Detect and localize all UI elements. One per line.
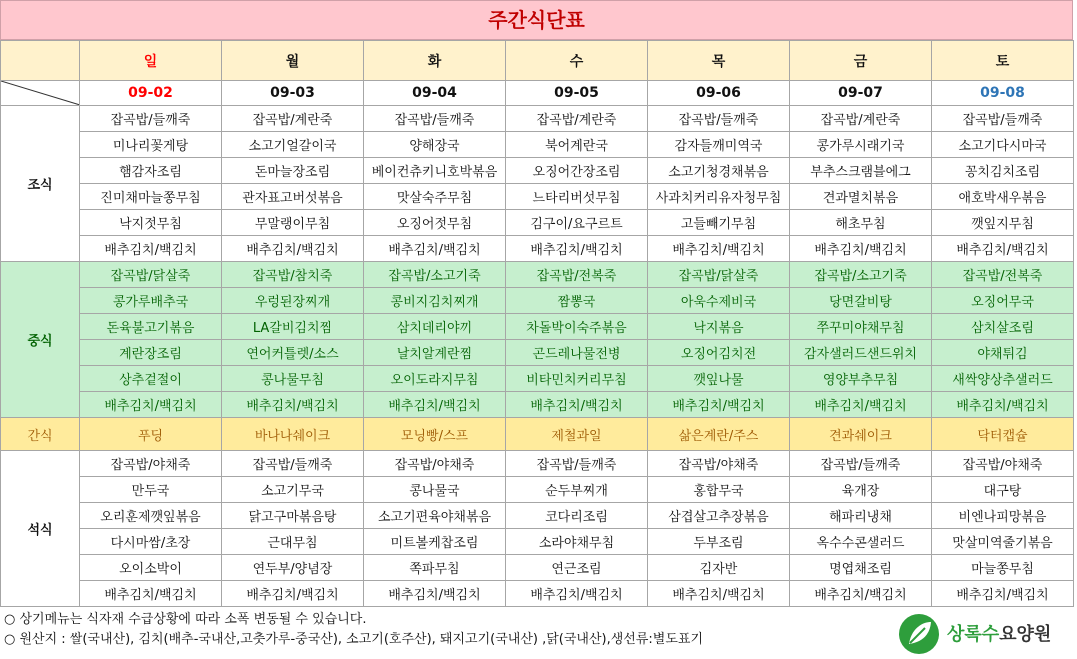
menu-item: 차돌박이숙주볶음: [506, 314, 648, 340]
menu-item: 꽁치김치조림: [932, 158, 1074, 184]
menu-item: 잡곡밥/계란죽: [790, 106, 932, 132]
dinner-row: [1, 555, 1074, 581]
menu-item: 배추김치/백김치: [506, 392, 648, 418]
dinner-row: [1, 451, 1074, 477]
menu-item: 김자반: [648, 555, 790, 581]
day-header: 토: [932, 41, 1074, 81]
menu-item: 해초무침: [790, 210, 932, 236]
menu-item: 연두부/양념장: [222, 555, 364, 581]
menu-item: 잡곡밥/들깨죽: [506, 451, 648, 477]
menu-item: 배추김치/백김치: [364, 392, 506, 418]
date-cell: 09-02: [80, 81, 222, 106]
menu-item: 낙지볶음: [648, 314, 790, 340]
facility-name-dark: 요양원: [999, 624, 1052, 645]
menu-item: 배추김치/백김치: [790, 236, 932, 262]
menu-item: 깻잎나물: [648, 366, 790, 392]
menu-item: 모닝빵/스프: [364, 418, 506, 451]
menu-item: 날치알계란찜: [364, 340, 506, 366]
facility-name: [947, 620, 1051, 646]
menu-item: 고들빼기무침: [648, 210, 790, 236]
menu-item: 오징어김치전: [648, 340, 790, 366]
menu-item: 배추김치/백김치: [506, 236, 648, 262]
menu-item: 당면갈비탕: [790, 288, 932, 314]
breakfast-label: 조식: [1, 106, 80, 262]
menu-item: 오징어무국: [932, 288, 1074, 314]
menu-item: 쭈꾸미야채무침: [790, 314, 932, 340]
date-cell: 09-07: [790, 81, 932, 106]
menu-item: 비엔나피망볶음: [932, 503, 1074, 529]
menu-item: 야채튀김: [932, 340, 1074, 366]
menu-item: 미나리꽃게탕: [80, 132, 222, 158]
menu-item: 콩비지김치찌개: [364, 288, 506, 314]
menu-item: 새싹양상추샐러드: [932, 366, 1074, 392]
menu-item: 잡곡밥/전복죽: [506, 262, 648, 288]
menu-item: 베이컨츄키니호박볶음: [364, 158, 506, 184]
menu-item: 햄감자조림: [80, 158, 222, 184]
corner-cell: [1, 41, 80, 81]
menu-item: 삼치살조림: [932, 314, 1074, 340]
menu-item: 양해장국: [364, 132, 506, 158]
menu-item: 잡곡밥/들깨죽: [80, 106, 222, 132]
breakfast-row: [1, 210, 1074, 236]
menu-item: 배추김치/백김치: [222, 392, 364, 418]
menu-item: 사과치커리유자청무침: [648, 184, 790, 210]
menu-item: 배추김치/백김치: [790, 392, 932, 418]
menu-item: 해파리냉채: [790, 503, 932, 529]
menu-item: 잡곡밥/전복죽: [932, 262, 1074, 288]
menu-item: 비타민치커리무침: [506, 366, 648, 392]
menu-item: 닭고구마볶음탕: [222, 503, 364, 529]
menu-item: 잡곡밥/참치죽: [222, 262, 364, 288]
date-cell: 09-03: [222, 81, 364, 106]
menu-item: 소고기다시마국: [932, 132, 1074, 158]
menu-item: 코다리조림: [506, 503, 648, 529]
menu-item: 배추김치/백김치: [506, 581, 648, 607]
menu-item: 잡곡밥/들깨죽: [364, 106, 506, 132]
dinner-row: [1, 529, 1074, 555]
menu-item: 잡곡밥/야채죽: [364, 451, 506, 477]
menu-item: 명엽채조림: [790, 555, 932, 581]
snack-row: [1, 418, 1074, 451]
menu-item: 오이소박이: [80, 555, 222, 581]
menu-item: 육개장: [790, 477, 932, 503]
menu-item: 잡곡밥/들깨죽: [222, 451, 364, 477]
breakfast-row: [1, 184, 1074, 210]
menu-item: 쪽파무침: [364, 555, 506, 581]
menu-item: 배추김치/백김치: [648, 392, 790, 418]
footnote-origin: ○ 원산지 : 쌀(국내산), 김치(배추-국내산,고춧가루-중국산), 소고기(호주산), 돼지고기(국내산) ,닭(국내산),생선류:별도표기: [4, 632, 704, 647]
date-row: [1, 81, 1074, 106]
facility-name-green: 상록수: [947, 624, 1000, 645]
menu-item: 잡곡밥/들깨죽: [648, 106, 790, 132]
menu-item: 잡곡밥/닭살죽: [80, 262, 222, 288]
diagonal-corner-cell: [1, 81, 80, 106]
menu-item: 배추김치/백김치: [80, 236, 222, 262]
menu-item: 연근조림: [506, 555, 648, 581]
menu-item: 배추김치/백김치: [80, 392, 222, 418]
menu-item: 삼겹살고추장볶음: [648, 503, 790, 529]
menu-item: 부추스크램블에그: [790, 158, 932, 184]
lunch-row: [1, 262, 1074, 288]
date-cell: 09-04: [364, 81, 506, 106]
dinner-label: 석식: [1, 451, 80, 607]
footnote-change-notice: ○ 상기메뉴는 식자재 수급상황에 따라 소폭 변동될 수 있습니다.: [4, 612, 367, 627]
menu-item: 오리훈제깻잎볶음: [80, 503, 222, 529]
menu-item: 잡곡밥/계란죽: [506, 106, 648, 132]
day-header: 목: [648, 41, 790, 81]
day-header: 월: [222, 41, 364, 81]
menu-item: 맛살숙주무침: [364, 184, 506, 210]
menu-item: 잡곡밥/닭살죽: [648, 262, 790, 288]
menu-item: 돈마늘장조림: [222, 158, 364, 184]
menu-item: 배추김치/백김치: [932, 392, 1074, 418]
menu-item: 우렁된장찌개: [222, 288, 364, 314]
lunch-row: [1, 392, 1074, 418]
menu-item: 소고기무국: [222, 477, 364, 503]
date-cell: 09-08: [932, 81, 1074, 106]
menu-item: 소고기편육야채볶음: [364, 503, 506, 529]
menu-item: 애호박새우볶음: [932, 184, 1074, 210]
menu-item: LA갈비김치찜: [222, 314, 364, 340]
menu-item: 돈육불고기볶음: [80, 314, 222, 340]
menu-item: 곤드레나물전병: [506, 340, 648, 366]
menu-item: 견과멸치볶음: [790, 184, 932, 210]
facility-logo: [897, 612, 1067, 656]
menu-item: 배추김치/백김치: [648, 581, 790, 607]
snack-label: 간식: [1, 418, 80, 451]
lunch-row: [1, 288, 1074, 314]
menu-item: 배추김치/백김치: [222, 581, 364, 607]
menu-item: 배추김치/백김치: [648, 236, 790, 262]
date-cell: 09-06: [648, 81, 790, 106]
menu-item: 상추겉절이: [80, 366, 222, 392]
day-header: 수: [506, 41, 648, 81]
menu-item: 맛살미역줄기볶음: [932, 529, 1074, 555]
menu-item: 삼치데리야끼: [364, 314, 506, 340]
menu-item: 배추김치/백김치: [932, 581, 1074, 607]
menu-item: 배추김치/백김치: [364, 236, 506, 262]
menu-item: 연어커틀렛/소스: [222, 340, 364, 366]
menu-item: 배추김치/백김치: [222, 236, 364, 262]
menu-item: 배추김치/백김치: [790, 581, 932, 607]
day-header: 금: [790, 41, 932, 81]
menu-item: 오징어간장조림: [506, 158, 648, 184]
menu-item: 마늘쫑무침: [932, 555, 1074, 581]
menu-item: 잡곡밥/들깨죽: [932, 106, 1074, 132]
breakfast-row: [1, 158, 1074, 184]
lunch-label: 중식: [1, 262, 80, 418]
menu-item: 소라야채무침: [506, 529, 648, 555]
menu-item: 아욱수제비국: [648, 288, 790, 314]
breakfast-row: [1, 106, 1074, 132]
menu-item: 푸딩: [80, 418, 222, 451]
menu-item: 오징어젓무침: [364, 210, 506, 236]
menu-item: 짬뽕국: [506, 288, 648, 314]
menu-item: 콩가루배추국: [80, 288, 222, 314]
menu-item: 대구탕: [932, 477, 1074, 503]
menu-item: 만두국: [80, 477, 222, 503]
menu-item: 관자표고버섯볶음: [222, 184, 364, 210]
menu-item: 잡곡밥/야채죽: [648, 451, 790, 477]
menu-item: 근대무침: [222, 529, 364, 555]
menu-item: 콩나물국: [364, 477, 506, 503]
menu-item: 깻잎지무침: [932, 210, 1074, 236]
menu-item: 삶은계란/주스: [648, 418, 790, 451]
dinner-row: [1, 581, 1074, 607]
day-header: 일: [80, 41, 222, 81]
breakfast-row: [1, 132, 1074, 158]
date-cell: 09-05: [506, 81, 648, 106]
dinner-row: [1, 503, 1074, 529]
footnotes: [4, 610, 703, 650]
lunch-row: [1, 314, 1074, 340]
lunch-row: [1, 366, 1074, 392]
menu-item: 두부조림: [648, 529, 790, 555]
menu-item: 미트볼케찹조림: [364, 529, 506, 555]
menu-item: 잡곡밥/계란죽: [222, 106, 364, 132]
menu-item: 잡곡밥/야채죽: [80, 451, 222, 477]
menu-item: 순두부찌개: [506, 477, 648, 503]
menu-item: 진미채마늘쫑무침: [80, 184, 222, 210]
menu-item: 배추김치/백김치: [932, 236, 1074, 262]
menu-item: 감자들깨미역국: [648, 132, 790, 158]
menu-item: 감자샐러드샌드위치: [790, 340, 932, 366]
menu-item: 북어계란국: [506, 132, 648, 158]
lunch-row: [1, 340, 1074, 366]
menu-item: 소고기얼갈이국: [222, 132, 364, 158]
weekly-menu-table: [0, 40, 1074, 607]
menu-item: 소고기청경채볶음: [648, 158, 790, 184]
menu-item: 견과쉐이크: [790, 418, 932, 451]
menu-item: 콩가루시래기국: [790, 132, 932, 158]
leaf-logo-icon: [897, 612, 941, 656]
menu-item: 바나나쉐이크: [222, 418, 364, 451]
menu-item: 닥터캡슐: [932, 418, 1074, 451]
dinner-row: [1, 477, 1074, 503]
menu-item: 잡곡밥/들깨죽: [790, 451, 932, 477]
breakfast-row: [1, 236, 1074, 262]
menu-item: 콩나물무침: [222, 366, 364, 392]
menu-item: 오이도라지무침: [364, 366, 506, 392]
menu-item: 배추김치/백김치: [364, 581, 506, 607]
menu-item: 낙지젓무침: [80, 210, 222, 236]
menu-item: 배추김치/백김치: [80, 581, 222, 607]
menu-item: 잡곡밥/야채죽: [932, 451, 1074, 477]
menu-item: 무말랭이무침: [222, 210, 364, 236]
menu-item: 계란장조림: [80, 340, 222, 366]
page-title: 주간식단표: [0, 0, 1073, 40]
menu-item: 다시마쌈/초장: [80, 529, 222, 555]
menu-item: 잡곡밥/소고기죽: [790, 262, 932, 288]
day-header-row: [1, 41, 1074, 81]
menu-item: 영양부추무침: [790, 366, 932, 392]
menu-item: 느타리버섯무침: [506, 184, 648, 210]
menu-item: 김구이/요구르트: [506, 210, 648, 236]
menu-item: 제철과일: [506, 418, 648, 451]
menu-item: 옥수수콘샐러드: [790, 529, 932, 555]
menu-item: 홍합무국: [648, 477, 790, 503]
menu-item: 잡곡밥/소고기죽: [364, 262, 506, 288]
day-header: 화: [364, 41, 506, 81]
